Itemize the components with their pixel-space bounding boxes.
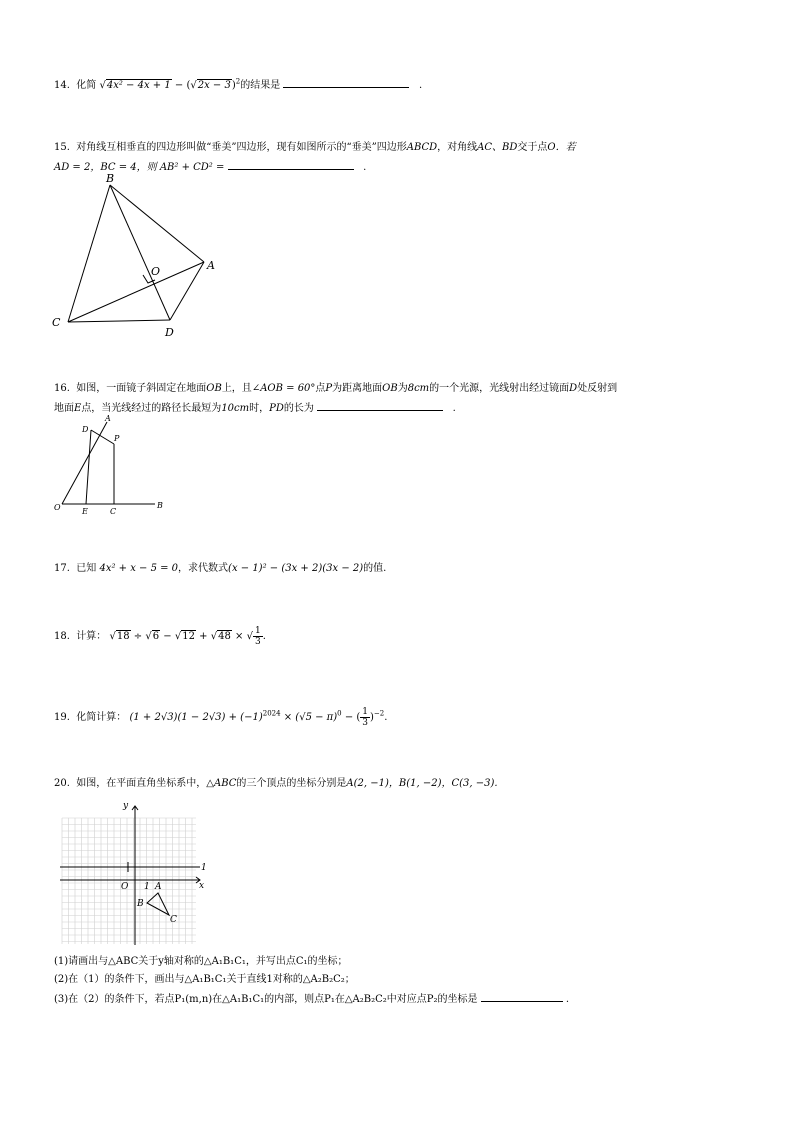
operator: × xyxy=(235,631,244,642)
question-text: 的一个光源，光线射出经过镜面 xyxy=(429,383,570,394)
label-C: C xyxy=(110,507,117,516)
question-text: 为 xyxy=(397,383,408,394)
question-text: ，对角线 xyxy=(437,142,478,153)
question-text: 为距离地面 xyxy=(332,383,383,394)
period: . xyxy=(384,712,388,723)
math: A(2, −1)，B(1, −2)，C(3, −3). xyxy=(346,778,498,789)
label-O: O xyxy=(151,265,161,278)
label-B: B xyxy=(106,172,115,185)
question-number: 19. xyxy=(54,712,70,723)
fraction: $\frac{1}{3}$ xyxy=(362,707,369,728)
question-text: 化简计算： xyxy=(76,712,127,723)
radicand: 2x − 3 xyxy=(197,80,231,91)
label-A: A xyxy=(105,414,111,423)
operator: + xyxy=(199,631,208,642)
question-text: 的长为 xyxy=(283,403,314,414)
question-16 xyxy=(54,382,617,396)
q20-subquestion-2: (2)在（1）的条件下，画出与△A₁B₁C₁关于直线1对称的△A₂B₂C₂； xyxy=(54,974,355,985)
operator: − xyxy=(174,80,184,91)
segment-PD xyxy=(91,430,114,444)
answer-blank[interactable] xyxy=(283,77,409,88)
label-B: B xyxy=(157,501,163,510)
radicand: 6 xyxy=(152,631,160,642)
question-14: 14. 化简 $√4x^2 - 4x + 1 - (√2x - 3)^2$的结果是 . xyxy=(54,77,423,91)
math: 10cm xyxy=(221,403,250,414)
math: ∠AOB = 60° xyxy=(251,383,316,394)
question-text: 对角线互相垂直的四边形叫做“垂美”四边形，现有如图所示的“垂美”四边形 xyxy=(76,142,407,153)
math: P xyxy=(325,383,333,394)
math: 4x² + x − 5 = 0 xyxy=(99,563,179,574)
label-O: O xyxy=(54,503,61,512)
y-axis-arrow xyxy=(132,806,138,810)
mirror-OA xyxy=(62,422,107,504)
question-text: 已知 xyxy=(76,563,97,574)
label-origin: O xyxy=(121,882,129,892)
question-20 xyxy=(54,777,498,791)
radicand: 18 xyxy=(116,631,130,642)
question-text: 时， xyxy=(249,403,270,414)
question-number: 18. xyxy=(54,631,70,642)
question-19: 19. 化简计算： $(1 + 2√3)(1 - 2√3) + (-1)^{2024} \times (√5 - \pi)^0$ − ( $\frac{1}{3}$ )$^{-2}$. xyxy=(54,707,388,728)
question-text: 如图，一面镜子斜固定在地面 xyxy=(76,383,207,394)
question-text: 的值. xyxy=(363,563,387,574)
question-text: 点，当光线经过的路径长最短为 xyxy=(81,403,222,414)
label-B: B xyxy=(137,899,144,909)
exponent: −2 xyxy=(373,709,385,718)
math: D xyxy=(569,383,578,394)
label-C: C xyxy=(52,316,61,329)
question-17 xyxy=(54,562,386,576)
q20-subquestion-1: (1)请画出与△ABC关于y轴对称的△A₁B₁C₁，并写出点C₁的坐标； xyxy=(54,956,348,967)
period: . xyxy=(363,162,367,173)
operator: − xyxy=(163,631,172,642)
question-text: 交于点 xyxy=(517,142,548,153)
label-D: D xyxy=(165,326,174,339)
question-text: 点 xyxy=(315,383,326,394)
question-number: 16. xyxy=(54,383,70,394)
label-y-axis: y xyxy=(123,801,129,811)
math: ABC xyxy=(213,778,237,789)
question-text: 计算： xyxy=(76,631,107,642)
diagonal-BD xyxy=(110,185,170,320)
math: OB xyxy=(382,383,398,394)
question-text: 处反射到 xyxy=(577,383,618,394)
triangle-ABC xyxy=(147,893,169,915)
math: 8cm xyxy=(407,383,430,394)
math: AB² + CD² = xyxy=(159,162,225,173)
q20-subquestion-3: (3)在（2）的条件下，若点P₁(m,n)在△A₁B₁C₁的内部，则点P₁在△A₂B₂C₂中对应点P₂的坐标是 xyxy=(54,994,478,1005)
answer-blank[interactable] xyxy=(481,991,563,1002)
math: (x − 1)² − (3x + 2)(3x − 2) xyxy=(228,563,364,574)
question-16-line2 xyxy=(54,400,456,416)
radicand: 48 xyxy=(218,631,231,642)
question-number: 17. xyxy=(54,563,70,574)
question-text: ，求代数式 xyxy=(178,563,229,574)
radicand: 4x² − 4x + 1 xyxy=(106,80,171,91)
math: AC、BD xyxy=(477,142,518,153)
question-text: 的结果是 xyxy=(240,80,281,91)
math: PD xyxy=(269,403,284,414)
question-number: 20. xyxy=(54,778,70,789)
question-text: 如图，在平面直角坐标系中，△ xyxy=(76,778,214,789)
math: E xyxy=(74,403,82,414)
math: O．若 xyxy=(547,142,576,153)
q20-subquestion-3-row xyxy=(54,991,569,1007)
label-one-x: 1 xyxy=(144,882,150,892)
period: . xyxy=(452,403,456,414)
x-axis-arrow xyxy=(196,877,200,883)
question-18: 18. 计算： √18 ÷ √6 − √12 + √48 × √ $\frac{1}{3}$ . xyxy=(54,626,266,647)
radicand: 12 xyxy=(182,631,195,642)
answer-blank[interactable] xyxy=(228,159,354,170)
period: . xyxy=(565,994,570,1005)
label-line-1: 1 xyxy=(201,863,207,873)
exponent: 2024 xyxy=(262,709,281,718)
label-A: A xyxy=(155,882,162,892)
label-P: P xyxy=(114,434,120,443)
period: . xyxy=(262,631,266,642)
question-number: 14. xyxy=(54,80,70,91)
question-number: 15. xyxy=(54,142,70,153)
question-15 xyxy=(54,141,576,155)
exponent: 0 xyxy=(337,709,342,718)
question-15-line2 xyxy=(54,159,366,175)
label-x-axis: x xyxy=(199,881,205,891)
label-A: A xyxy=(207,259,215,272)
segment-AD xyxy=(170,262,204,320)
fraction: $\frac{1}{3}$ xyxy=(254,626,261,647)
math: AD = 2，BC = 4，则 xyxy=(54,162,157,173)
answer-blank[interactable] xyxy=(317,400,443,411)
question-text: 上，且 xyxy=(221,383,252,394)
math: (1 + 2√3)(1 − 2√3) + (−1) xyxy=(129,712,263,723)
label-D: D xyxy=(82,425,89,434)
question-text: 化简 xyxy=(76,80,97,91)
segment-CD xyxy=(68,320,170,322)
right-angle-mark xyxy=(143,275,155,283)
diagonal-AC xyxy=(68,262,204,322)
math: × (√5 − π) xyxy=(283,712,338,723)
operator: ÷ xyxy=(133,631,143,642)
operator: − xyxy=(344,712,354,723)
segment-BC xyxy=(68,185,110,322)
math: OB xyxy=(206,383,222,394)
label-C: C xyxy=(170,915,177,925)
question-text: 的三个顶点的坐标分别是 xyxy=(236,778,347,789)
math: ABCD xyxy=(406,142,438,153)
question-text: 地面 xyxy=(54,403,74,414)
label-E: E xyxy=(82,507,88,516)
segment-BA xyxy=(110,185,204,262)
segment-DE xyxy=(86,430,91,504)
period: . xyxy=(418,80,423,91)
